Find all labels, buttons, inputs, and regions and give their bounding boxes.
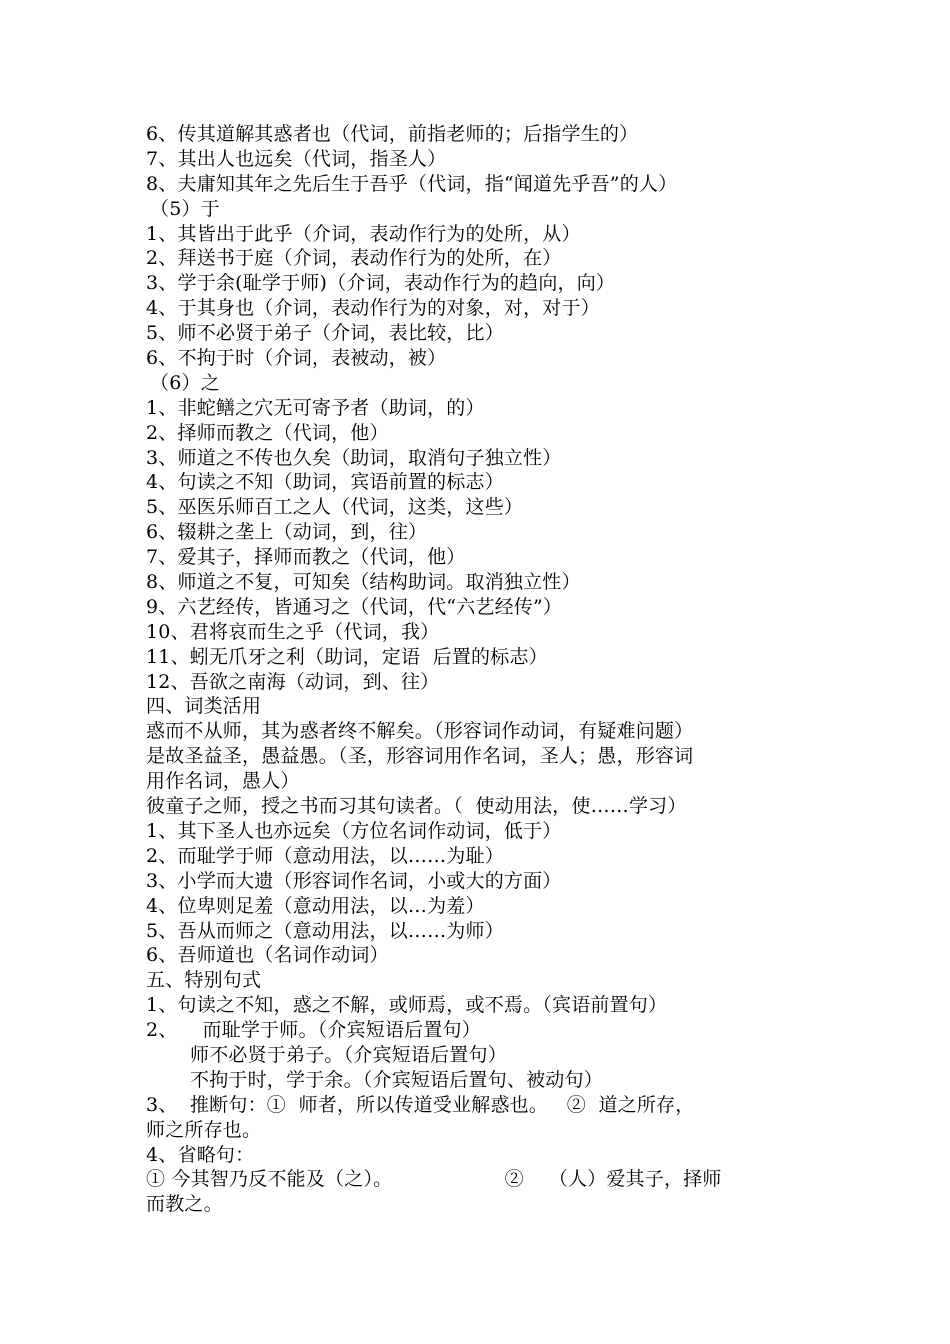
text-line: 10、君将哀而生之乎（代词，我） [146,620,440,643]
text-line: 2、而耻学于师（意动用法，以……为耻） [146,844,504,867]
text-line: 7、其出人也远矣（代词，指圣人） [146,147,447,170]
text-line: 7、爱其子，择师而教之（代词，他） [146,546,466,569]
section-heading: 五、特别句式 [146,969,262,992]
text-line: 用作名词，愚人） [146,770,300,793]
text-line: 4、句读之不知（助词，宾语前置的标志） [146,471,504,494]
text-line-indented: 师不必贤于弟子。（介宾短语后置句） [190,1043,507,1066]
text-line: 1、其下圣人也亦远矣（方位名词作动词，低于） [146,819,562,842]
text-line: 4、位卑则足羞（意动用法，以…为羞） [146,894,485,917]
text-line: 5、师不必贤于弟子（介词，表比较，比） [146,322,504,345]
text-line: 师之所存也。 [146,1118,262,1141]
document-body [146,122,816,1217]
subsection-heading: （6）之 [150,371,220,394]
text-line: 是故圣益圣，愚益愚。（圣，形容词用作名词，圣人；愚，形容词 [146,745,694,768]
text-line-indented: 不拘于时，学于余。（介宾短语后置句、被动句） [190,1068,603,1091]
text-line: 3、师道之不传也久矣（助词，取消句子独立性） [146,446,562,469]
text-line: 12、吾欲之南海（动词，到、往） [146,670,440,693]
text-line: 3、学于余(耻学于师)（介词，表动作行为的趋向，向） [146,272,616,295]
text-line: 8、夫庸知其年之先后生于吾乎（代词，指“闻道先乎吾”的人） [146,172,678,195]
subsection-heading: （5）于 [150,197,220,220]
text-line: 6、吾师道也（名词作动词） [146,944,389,967]
text-line: 4、省略句： [146,1143,255,1166]
text-line: 3、 推断句：① 师者，所以传道受业解惑也。 ② 道之所存， [146,1093,695,1116]
text-line: 8、师道之不复，可知矣（结构助词。取消独立性） [146,571,581,594]
text-line: 3、小学而大遗（形容词作名词，小或大的方面） [146,869,562,892]
text-line: 1、句读之不知，惑之不解，或师焉，或不焉。（宾语前置句） [146,994,668,1017]
text-line: 4、于其身也（介词，表动作行为的对象，对，对于） [146,297,600,320]
text-line: 6、辍耕之垄上（动词，到，往） [146,521,428,544]
text-line: 5、巫医乐师百工之人（代词，这类，这些） [146,496,524,519]
text-line: 9、六艺经传，皆通习之（代词，代“六艺经传”） [146,595,563,618]
text-line: 2、择师而教之（代词，他） [146,421,389,444]
text-line: 1、非蛇鳝之穴无可寄予者（助词，的） [146,396,485,419]
text-line: 2、拜送书于庭（介词，表动作行为的处所，在） [146,247,562,270]
text-line: ① 今其智乃反不能及（之）。 ② （人）爱其子，择师 [146,1168,722,1191]
text-line: 5、吾从而师之（意动用法，以……为师） [146,919,504,942]
text-line: 2、 而耻学于师。（介宾短语后置句） [146,1019,481,1042]
text-line: 6、传其道解其惑者也（代词，前指老师的；后指学生的） [146,123,639,145]
text-line: 惑而不从师，其为惑者终不解矣。（形容词作动词，有疑难问题） [146,720,694,743]
text-line: 彼童子之师，授之书而习其句读者。（ 使动用法，使……学习） [146,795,687,818]
text-line: 6、不拘于时（介词，表被动，被） [146,347,447,370]
section-heading: 四、词类活用 [146,695,262,718]
text-line: 11、蚓无爪牙之利（助词，定语 后置的标志） [146,645,548,668]
text-line: 1、其皆出于此乎（介词，表动作行为的处所，从） [146,222,581,245]
text-line: 而教之。 [146,1193,223,1216]
